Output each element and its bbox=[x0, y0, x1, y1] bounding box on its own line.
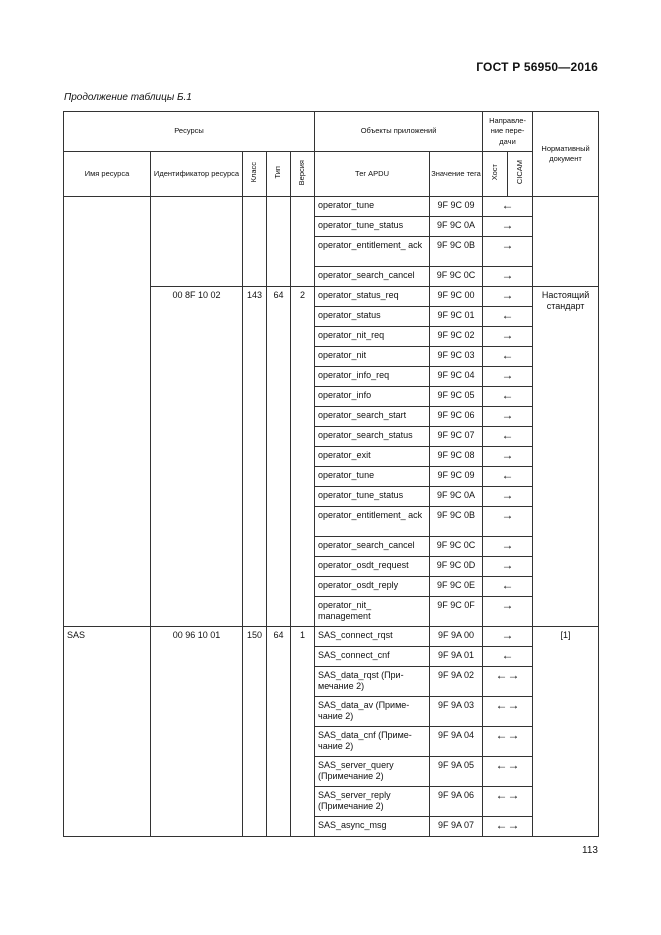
tag-value-cell: 9F 9C 04 bbox=[430, 367, 483, 387]
column-header-normative: Нормативный документ bbox=[533, 112, 599, 197]
tag-cell: operator_tune_status bbox=[315, 487, 430, 507]
column-header-type: Тип bbox=[273, 166, 283, 179]
type-cell bbox=[267, 197, 291, 287]
version-cell: 2 bbox=[291, 287, 315, 627]
direction-cell bbox=[483, 237, 533, 267]
tag-cell: operator_status_req bbox=[315, 287, 430, 307]
tag-value-cell: 9F 9C 0C bbox=[430, 537, 483, 557]
direction-arrow-icon: → bbox=[501, 628, 514, 642]
direction-arrow-icon: ←→ bbox=[495, 728, 520, 742]
direction-cell bbox=[483, 727, 533, 757]
direction-cell bbox=[483, 267, 533, 287]
tag-value-cell: 9F 9C 0A bbox=[430, 487, 483, 507]
tag-cell: operator_tune bbox=[315, 197, 430, 217]
direction-cell bbox=[483, 307, 533, 327]
tag-cell: operator_nit_req bbox=[315, 327, 430, 347]
direction-cell bbox=[483, 557, 533, 577]
column-header-cicam: CICAM bbox=[514, 160, 524, 185]
direction-arrow-icon: ←→ bbox=[495, 758, 520, 772]
direction-arrow-icon: ←→ bbox=[495, 818, 520, 832]
tag-value-cell: 9F 9C 0B bbox=[430, 237, 483, 267]
direction-arrow-icon: → bbox=[501, 288, 514, 302]
column-header-value: Значение тега bbox=[430, 152, 483, 197]
direction-arrow-icon: ←→ bbox=[495, 698, 520, 712]
normative-cell: [1] bbox=[533, 627, 599, 837]
tag-cell: SAS_async_msg bbox=[315, 817, 430, 837]
table-row bbox=[64, 627, 599, 647]
direction-cell bbox=[483, 347, 533, 367]
direction-arrow-icon: ← bbox=[501, 308, 514, 322]
direction-cell bbox=[483, 287, 533, 307]
tag-value-cell: 9F 9C 0D bbox=[430, 557, 483, 577]
direction-arrow-icon: → bbox=[501, 328, 514, 342]
direction-arrow-icon: → bbox=[501, 238, 514, 252]
resource-id-cell: 00 8F 10 02 bbox=[151, 287, 243, 627]
direction-arrow-icon: ←→ bbox=[495, 788, 520, 802]
resource-id-cell: 00 96 10 01 bbox=[151, 627, 243, 837]
tag-cell: SAS_data_rqst (При-мечание 2) bbox=[315, 667, 430, 697]
direction-cell bbox=[483, 817, 533, 837]
tag-value-cell: 9F 9A 05 bbox=[430, 757, 483, 787]
resource-table bbox=[63, 111, 599, 837]
direction-arrow-icon: ← bbox=[501, 348, 514, 362]
tag-cell: operator_osdt_request bbox=[315, 557, 430, 577]
tag-value-cell: 9F 9C 06 bbox=[430, 407, 483, 427]
tag-cell: SAS_connect_cnf bbox=[315, 647, 430, 667]
tag-value-cell: 9F 9C 03 bbox=[430, 347, 483, 367]
tag-value-cell: 9F 9C 09 bbox=[430, 467, 483, 487]
resource-name-cell: SAS bbox=[64, 627, 151, 837]
direction-arrow-icon: ← bbox=[501, 578, 514, 592]
direction-cell bbox=[483, 537, 533, 557]
tag-cell: SAS_data_av (Приме-чание 2) bbox=[315, 697, 430, 727]
direction-arrow-icon: → bbox=[501, 268, 514, 282]
tag-value-cell: 9F 9C 08 bbox=[430, 447, 483, 467]
direction-arrow-icon: → bbox=[501, 488, 514, 502]
tag-cell: operator_nit bbox=[315, 347, 430, 367]
direction-cell bbox=[483, 577, 533, 597]
tag-value-cell: 9F 9C 09 bbox=[430, 197, 483, 217]
tag-cell: operator_osdt_reply bbox=[315, 577, 430, 597]
column-header-id: Идентификатор ресурса bbox=[151, 152, 243, 197]
direction-cell bbox=[483, 697, 533, 727]
version-cell bbox=[291, 197, 315, 287]
direction-arrow-icon: ← bbox=[501, 388, 514, 402]
tag-cell: operator_nit_ management bbox=[315, 597, 430, 627]
direction-cell bbox=[483, 627, 533, 647]
direction-arrow-icon: ← bbox=[501, 648, 514, 662]
tag-cell: operator_exit bbox=[315, 447, 430, 467]
direction-arrow-icon: → bbox=[501, 408, 514, 422]
direction-arrow-icon: → bbox=[501, 598, 514, 612]
tag-cell: SAS_server_reply (Примечание 2) bbox=[315, 787, 430, 817]
column-header-tag: Тег APDU bbox=[315, 152, 430, 197]
direction-arrow-icon: → bbox=[501, 368, 514, 382]
direction-arrow-icon: ←→ bbox=[495, 668, 520, 682]
tag-cell: operator_search_cancel bbox=[315, 537, 430, 557]
tag-value-cell: 9F 9C 05 bbox=[430, 387, 483, 407]
tag-value-cell: 9F 9A 07 bbox=[430, 817, 483, 837]
group-header-objects: Объекты приложений bbox=[315, 112, 483, 152]
direction-cell bbox=[483, 487, 533, 507]
group-header-resources: Ресурсы bbox=[64, 112, 315, 152]
tag-value-cell: 9F 9A 01 bbox=[430, 647, 483, 667]
type-cell: 64 bbox=[267, 287, 291, 627]
type-cell: 64 bbox=[267, 627, 291, 837]
column-header-host: Хост bbox=[489, 164, 499, 181]
version-cell: 1 bbox=[291, 627, 315, 837]
direction-cell bbox=[483, 667, 533, 697]
direction-cell bbox=[483, 387, 533, 407]
tag-cell: operator_info_req bbox=[315, 367, 430, 387]
document-header: ГОСТ Р 56950—2016 bbox=[476, 60, 598, 74]
direction-cell bbox=[483, 327, 533, 347]
direction-cell bbox=[483, 217, 533, 237]
tag-cell: operator_status bbox=[315, 307, 430, 327]
tag-value-cell: 9F 9A 00 bbox=[430, 627, 483, 647]
normative-cell bbox=[533, 197, 599, 287]
tag-cell: SAS_connect_rqst bbox=[315, 627, 430, 647]
tag-value-cell: 9F 9C 01 bbox=[430, 307, 483, 327]
class-cell bbox=[243, 197, 267, 287]
direction-arrow-icon: ← bbox=[501, 468, 514, 482]
direction-arrow-icon: → bbox=[501, 538, 514, 552]
direction-arrow-icon: → bbox=[501, 448, 514, 462]
column-header-version: Версия bbox=[297, 159, 307, 186]
tag-value-cell: 9F 9C 0E bbox=[430, 577, 483, 597]
direction-arrow-icon: → bbox=[501, 218, 514, 232]
tag-cell: SAS_server_query (Примечание 2) bbox=[315, 757, 430, 787]
tag-value-cell: 9F 9C 0C bbox=[430, 267, 483, 287]
normative-cell: Настоящий стандарт bbox=[533, 287, 599, 627]
direction-cell bbox=[483, 447, 533, 467]
tag-cell: SAS_data_cnf (Приме-чание 2) bbox=[315, 727, 430, 757]
direction-cell bbox=[483, 407, 533, 427]
direction-cell bbox=[483, 647, 533, 667]
tag-value-cell: 9F 9C 02 bbox=[430, 327, 483, 347]
direction-cell bbox=[483, 197, 533, 217]
table-row bbox=[64, 197, 599, 217]
tag-value-cell: 9F 9C 0B bbox=[430, 507, 483, 537]
group-header-direction: Направле-ние пере-дачи bbox=[483, 112, 533, 152]
direction-arrow-icon: → bbox=[501, 508, 514, 522]
class-cell: 150 bbox=[243, 627, 267, 837]
tag-cell: operator_search_status bbox=[315, 427, 430, 447]
tag-value-cell: 9F 9A 04 bbox=[430, 727, 483, 757]
tag-cell: operator_tune bbox=[315, 467, 430, 487]
resource-name-cell bbox=[64, 197, 151, 627]
direction-cell bbox=[483, 597, 533, 627]
direction-cell bbox=[483, 467, 533, 487]
direction-cell bbox=[483, 787, 533, 817]
page-number: 113 bbox=[582, 845, 598, 856]
tag-cell: operator_entitlement_ ack bbox=[315, 507, 430, 537]
resource-id-cell bbox=[151, 197, 243, 287]
tag-value-cell: 9F 9A 02 bbox=[430, 667, 483, 697]
direction-cell bbox=[483, 757, 533, 787]
direction-arrow-icon: ← bbox=[501, 198, 514, 212]
table-caption: Продолжение таблицы Б.1 bbox=[64, 92, 192, 103]
column-header-name: Имя ресурса bbox=[64, 152, 151, 197]
direction-cell bbox=[483, 367, 533, 387]
tag-value-cell: 9F 9A 06 bbox=[430, 787, 483, 817]
class-cell: 143 bbox=[243, 287, 267, 627]
direction-cell bbox=[483, 427, 533, 447]
tag-cell: operator_tune_status bbox=[315, 217, 430, 237]
tag-cell: operator_entitlement_ ack bbox=[315, 237, 430, 267]
tag-cell: operator_search_start bbox=[315, 407, 430, 427]
direction-arrow-icon: ← bbox=[501, 428, 514, 442]
tag-cell: operator_info bbox=[315, 387, 430, 407]
tag-cell: operator_search_cancel bbox=[315, 267, 430, 287]
tag-value-cell: 9F 9C 00 bbox=[430, 287, 483, 307]
tag-value-cell: 9F 9C 0F bbox=[430, 597, 483, 627]
direction-arrow-icon: → bbox=[501, 558, 514, 572]
column-header-class: Класс bbox=[249, 162, 259, 183]
tag-value-cell: 9F 9C 07 bbox=[430, 427, 483, 447]
tag-value-cell: 9F 9C 0A bbox=[430, 217, 483, 237]
direction-cell bbox=[483, 507, 533, 537]
tag-value-cell: 9F 9A 03 bbox=[430, 697, 483, 727]
